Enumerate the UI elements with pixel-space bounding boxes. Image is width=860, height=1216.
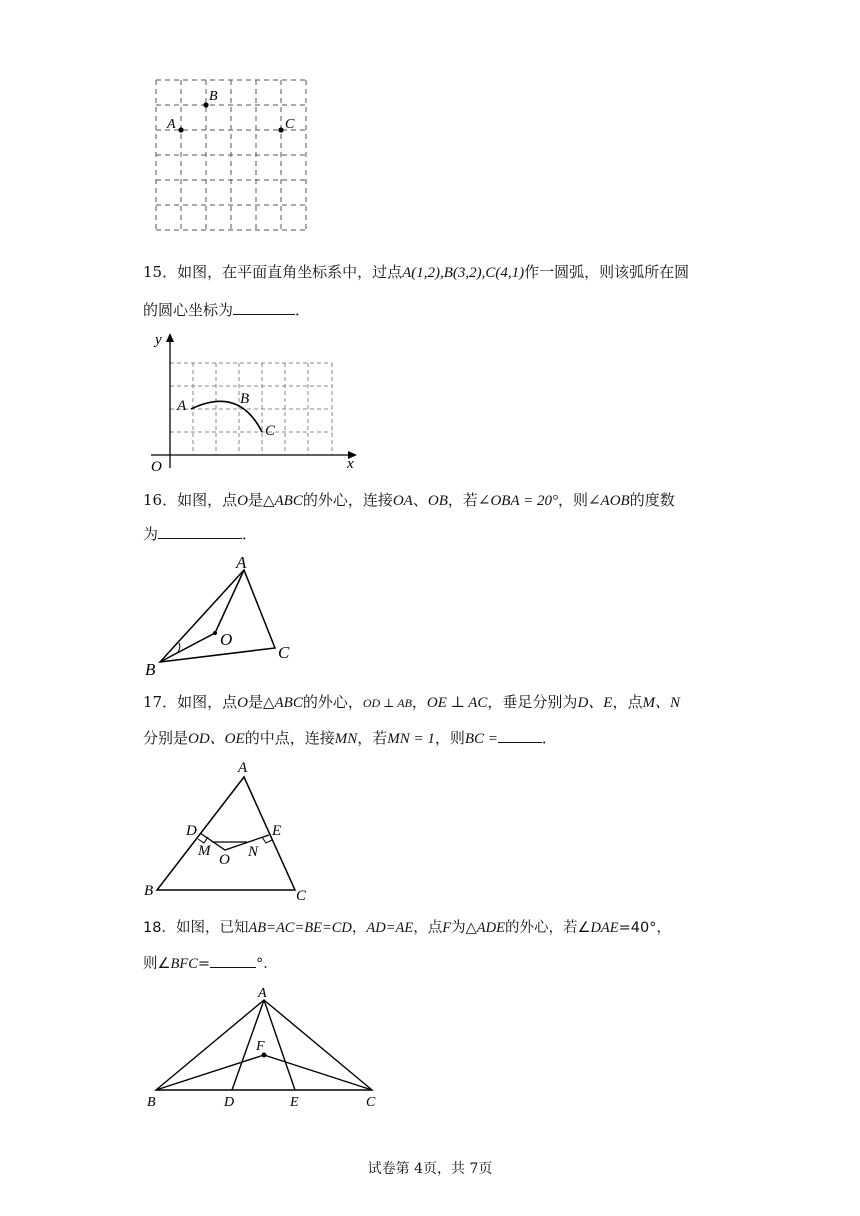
label-a: A [258, 986, 267, 1001]
segment-oa [215, 570, 244, 633]
q15-points: A(1,2),B(3,2),C(4,1) [402, 265, 525, 281]
label-d: D [186, 823, 197, 839]
label-c: C [265, 423, 276, 439]
point-c [278, 127, 283, 132]
label-x: x [347, 456, 354, 472]
question-15-line-2: 的圆心坐标为 ． [143, 301, 311, 319]
label-y: y [155, 332, 162, 348]
label-a: A [167, 117, 176, 132]
point-a [178, 127, 183, 132]
point-o [213, 631, 217, 635]
label-m: M [198, 843, 211, 859]
label-b: B [144, 883, 154, 899]
question-18-line-2: 则∠BFC= °． [143, 953, 278, 974]
question-17-line-2: 分别是OD、OE的中点，连接MN，若MN = 1，则BC = ． [143, 729, 557, 747]
question-18-line-1: 18．如图，已知AB=AC=BE=CD，AD=AE，点F为△ADE的外心，若∠DAE=40°， [143, 920, 671, 936]
arc-abc [191, 401, 262, 432]
coordinate-figure-15 [145, 328, 365, 476]
label-d: D [224, 1095, 235, 1110]
segment-bf [156, 1055, 264, 1090]
triangle-figure-18 [140, 982, 390, 1112]
answer-blank-18[interactable] [210, 953, 256, 968]
label-b: B [240, 391, 250, 407]
label-a: A [177, 398, 187, 414]
label-b: B [209, 89, 218, 104]
triangle-figure-17 [140, 755, 320, 905]
triangle-abc [160, 570, 275, 662]
answer-blank-17[interactable] [498, 728, 542, 743]
page-footer: 试卷第 4页，共 7页 [367, 1161, 493, 1177]
label-e: E [272, 823, 282, 839]
y-arrow-icon [166, 333, 174, 342]
question-16-line-1: 16．如图，点O是△ABC的外心，连接OA、OB，若∠OBA = 20°，则∠AOB的度数 [143, 491, 675, 509]
label-c: C [285, 117, 295, 132]
answer-blank-15[interactable] [233, 300, 295, 315]
segment-cf [264, 1055, 372, 1090]
label-n: N [248, 844, 259, 860]
label-o: O [219, 852, 230, 868]
angle-mark-obA [178, 643, 180, 652]
triangle-figure-16 [140, 552, 310, 682]
grid-figure-14 [150, 76, 310, 236]
answer-blank-16[interactable] [158, 524, 242, 539]
question-17-line-1: 17．如图，点O是△ABC的外心，OD ⊥ AB，OE ⊥ AC，垂足分别为D、E，点M、N [143, 693, 680, 711]
point-b [203, 102, 208, 107]
label-e: E [290, 1095, 299, 1110]
label-o: O [151, 459, 162, 475]
label-b: B [145, 660, 156, 679]
label-o: O [220, 630, 233, 649]
question-16-line-2: 为 ． [143, 525, 258, 543]
label-c: C [278, 643, 290, 662]
label-a: A [236, 553, 247, 572]
question-15-line-1: 15．如图，在平面直角坐标系中，过点A(1,2),B(3,2),C(4,1)作一圆弧，则该弧所在圆 [143, 263, 690, 281]
label-a: A [238, 760, 248, 776]
label-f: F [256, 1039, 265, 1054]
segment-ob [160, 633, 215, 662]
right-angle-e [262, 837, 272, 843]
label-b: B [147, 1095, 156, 1110]
label-c: C [366, 1095, 376, 1110]
label-c: C [296, 888, 307, 904]
